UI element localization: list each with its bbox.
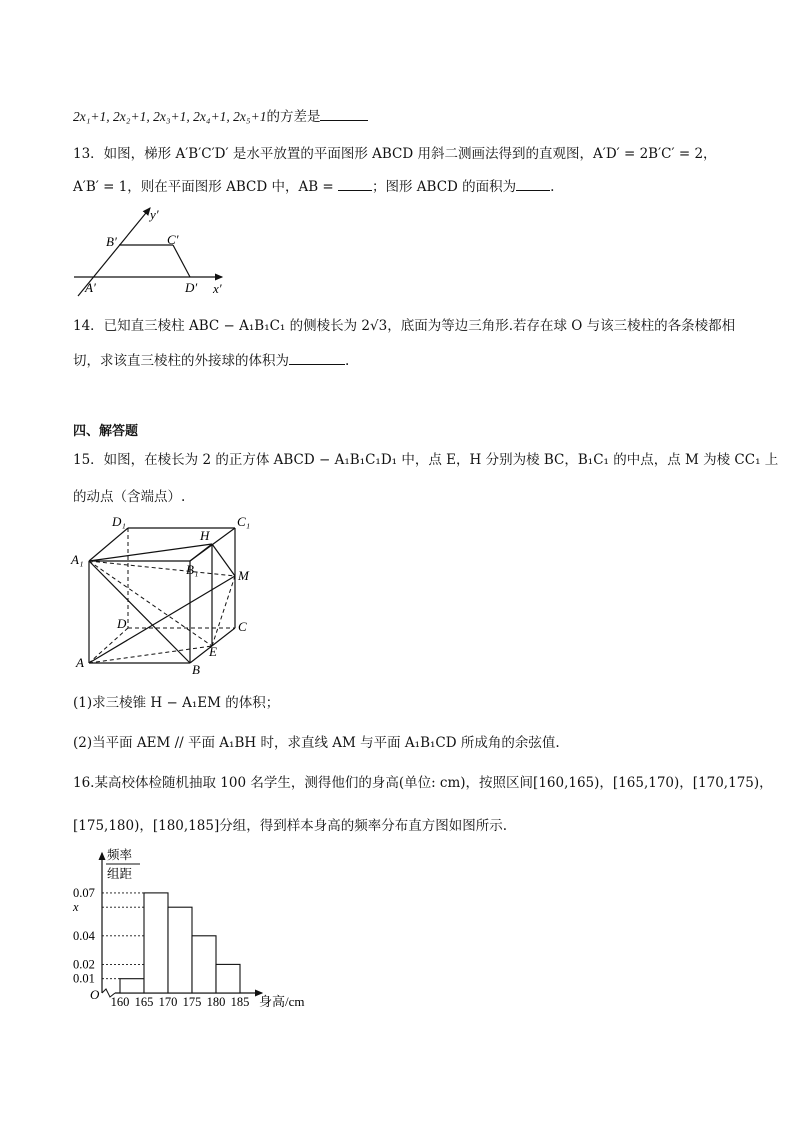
xtick-label: 180 xyxy=(206,995,226,1009)
q12-suffix: 的方差是 xyxy=(266,109,321,125)
q13-area-blank xyxy=(516,178,550,191)
label-y-prime: y′ xyxy=(150,207,159,222)
section-title: 四、解答题 xyxy=(73,424,139,439)
histogram-bar xyxy=(216,964,240,993)
q15-part1: (1)求三棱锥 H − A₁EM 的体积； xyxy=(73,695,280,711)
xtick-label: 170 xyxy=(158,995,178,1009)
trapezoid-right-edge xyxy=(173,245,190,277)
label-B1: B₁ xyxy=(186,562,199,577)
label-A-prime: A′ xyxy=(85,280,96,295)
q14-line2 xyxy=(73,352,349,370)
q12-answer-blank xyxy=(320,108,368,121)
label-M: M xyxy=(238,568,249,583)
histogram-bar xyxy=(168,907,192,993)
q16-line1: 16.某高校体检随机抽取 100 名学生，测得他们的身高(单位: cm)，按照区间[160,165)，[165,170)，[170,175)， xyxy=(73,775,773,791)
q13-trapezoid-figure xyxy=(70,205,240,300)
q12-tail xyxy=(73,108,368,126)
histogram-bar xyxy=(120,979,144,993)
ylabel-top: 频率 xyxy=(107,848,133,862)
label-C: C xyxy=(238,619,247,634)
label-E: E xyxy=(209,644,217,659)
label-A1: A₁ xyxy=(71,552,84,567)
xtick-label: 165 xyxy=(134,995,154,1009)
label-B-prime: B′ xyxy=(106,234,117,249)
ytick-label: 0.07 xyxy=(73,885,95,900)
ytick-label: 0.02 xyxy=(73,957,95,972)
q14-answer-blank xyxy=(289,352,345,365)
label-C-prime: C′ xyxy=(167,232,179,247)
origin-label: O xyxy=(90,987,100,1002)
xtick-label: 175 xyxy=(182,995,202,1009)
label-D-prime: D′ xyxy=(185,280,198,295)
label-D1: D₁ xyxy=(112,514,126,529)
q13-line2-c: . xyxy=(550,179,555,195)
label-H: H xyxy=(200,528,210,543)
histogram-bar xyxy=(144,893,168,993)
q14-line2-end: . xyxy=(345,353,350,369)
xlabel: 身高/cm xyxy=(259,994,305,1009)
q15-part2: (2)当平面 AEM // 平面 A₁BH 时，求直线 AM 与平面 A₁B₁CD 所成角的余弦值. xyxy=(73,735,560,751)
q14-line1: 14．已知直三棱柱 ABC − A₁B₁C₁ 的侧棱长为 2√3，底面为等边三角形.若存在球 O 与该三棱柱的各条棱都相 xyxy=(73,318,736,334)
q13-line2-b: ；图形 ABCD 的面积为 xyxy=(372,179,517,195)
xtick-label: 160 xyxy=(110,995,130,1009)
q16-line2: [175,180)，[180,185]分组，得到样本身高的频率分布直方图如图所示. xyxy=(73,818,508,834)
q13-line2-a: A′B′ = 1，则在平面图形 ABCD 中，AB = xyxy=(73,179,334,195)
ytick-label: x xyxy=(73,900,79,915)
q13-line2 xyxy=(73,178,554,196)
q13-line1: 13．如图，梯形 A′B′C′D′ 是水平放置的平面图形 ABCD 用斜二测画法得到的直观图，A′D′ = 2B′C′ = 2， xyxy=(73,146,717,162)
xtick-label: 185 xyxy=(230,995,250,1009)
frequency-histogram xyxy=(70,843,320,1013)
q15-line2: 的动点（含端点）. xyxy=(73,489,186,505)
q14-line2-text: 切，求该直三棱柱的外接球的体积为 xyxy=(73,353,289,369)
ytick-label: 0.01 xyxy=(73,971,95,986)
label-B: B xyxy=(192,662,200,677)
q13-ab-blank xyxy=(338,178,372,191)
ytick-label: 0.04 xyxy=(73,928,95,943)
label-D: D xyxy=(117,616,127,631)
label-x-prime: x′ xyxy=(213,281,222,296)
ylabel-bottom: 组距 xyxy=(107,867,133,881)
histogram-bar xyxy=(192,936,216,993)
q12-expression: 2x₁+1, 2x₂+1, 2x₃+1, 2x₄+1, 2x₅+1 xyxy=(73,109,267,124)
q15-line1: 15．如图，在棱长为 2 的正方体 ABCD − A₁B₁C₁D₁ 中，点 E，H 分别为棱 BC，B₁C₁ 的中点，点 M 为棱 CC₁ 上 xyxy=(73,452,779,468)
label-C1: C₁ xyxy=(237,514,251,529)
q15-cube-figure xyxy=(68,512,258,677)
label-A: A xyxy=(76,655,84,670)
